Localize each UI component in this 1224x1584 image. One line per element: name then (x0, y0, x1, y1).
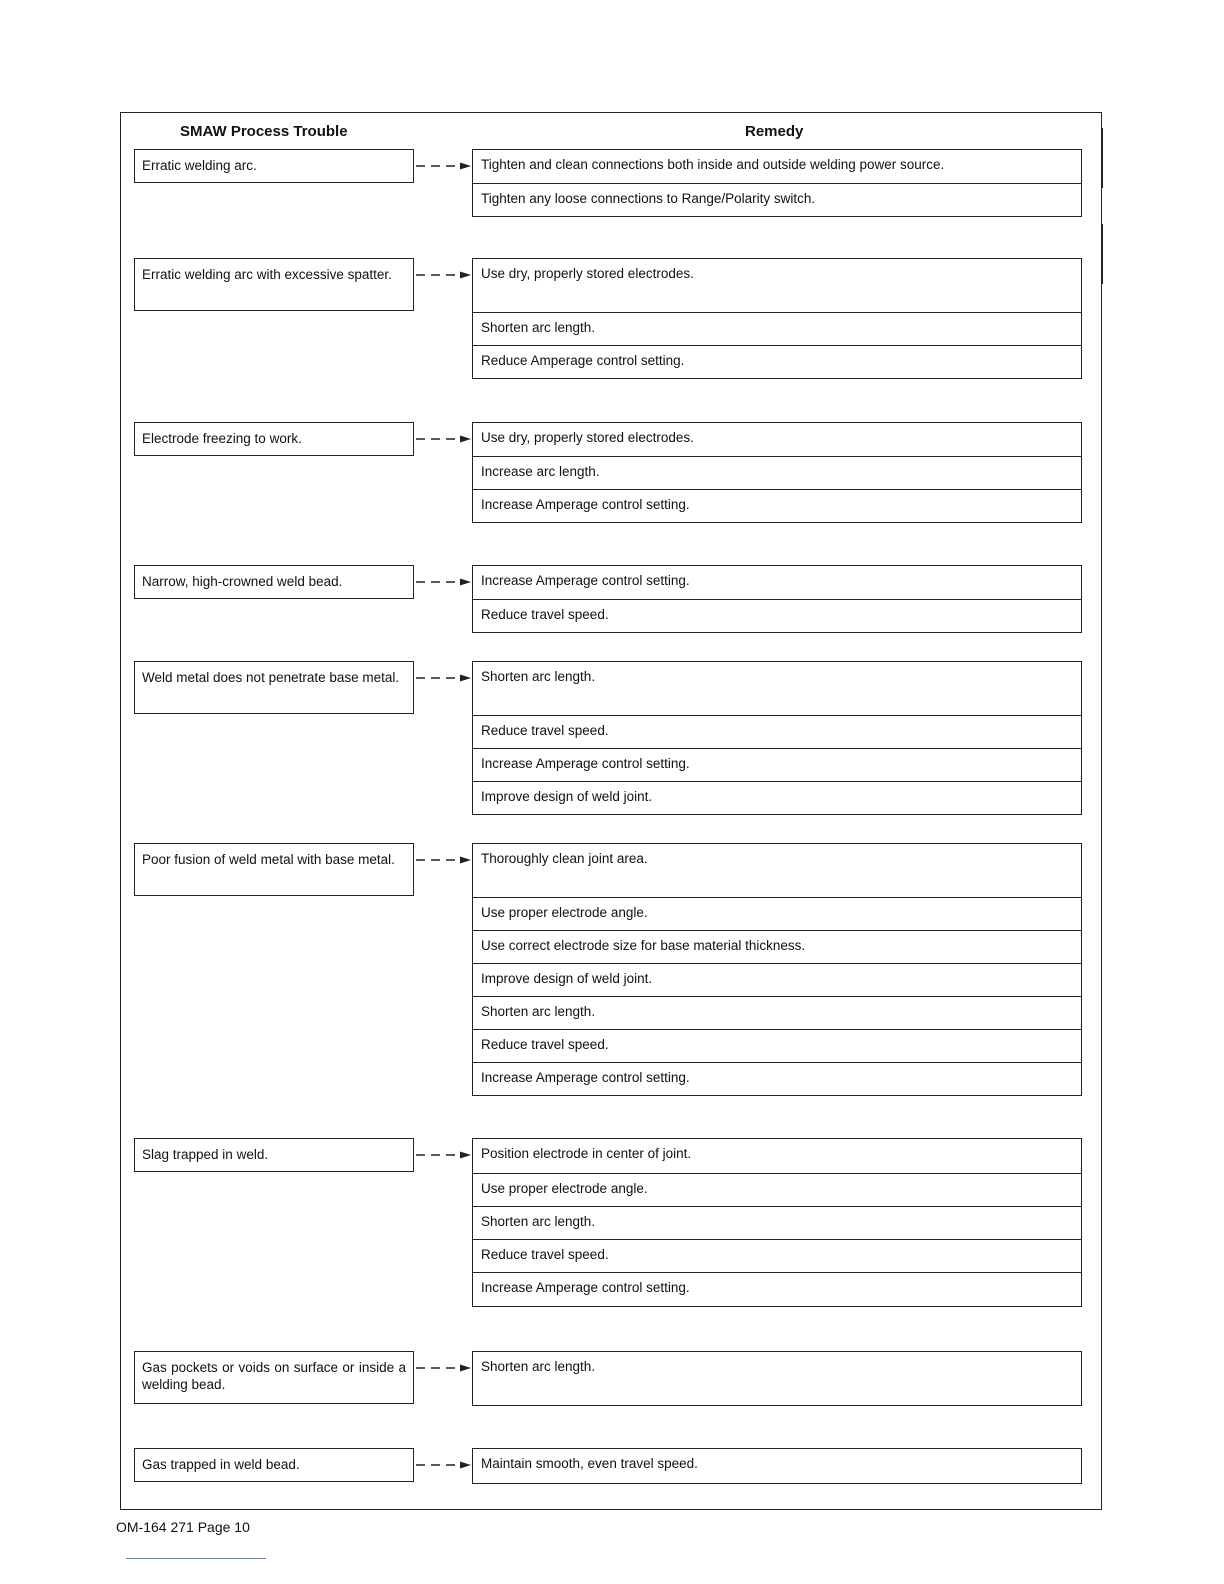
trouble-box: Gas trapped in weld bead. (134, 1448, 414, 1482)
trouble-box: Slag trapped in weld. (134, 1138, 414, 1172)
remedy-item: Shorten arc length. (481, 1359, 596, 1374)
page-footer-label: OM-164 271 Page 10 (116, 1519, 250, 1535)
remedy-item: Shorten arc length. (481, 669, 596, 684)
margin-mark (1102, 224, 1103, 284)
remedy-item: Use dry, properly stored electrodes. (481, 266, 694, 281)
remedy-item: Increase Amperage control setting. (473, 1062, 1081, 1095)
arrow-right-icon (414, 855, 472, 865)
arrow-right-icon (414, 1460, 472, 1470)
arrow-right-icon (414, 434, 472, 444)
trouble-box: Erratic welding arc with excessive spatter. (134, 258, 414, 311)
remedy-item: Increase arc length. (473, 456, 1081, 489)
arrow-right-icon (414, 270, 472, 280)
arrow-right-icon (414, 1150, 472, 1160)
remedy-item: Increase Amperage control setting. (473, 1272, 1081, 1306)
remedy-item: Reduce travel speed. (473, 1239, 1081, 1272)
remedy-list (472, 149, 1082, 217)
trouble-box: Poor fusion of weld metal with base metal. (134, 843, 414, 896)
remedy-item: Reduce travel speed. (473, 1029, 1081, 1062)
remedy-item: Shorten arc length. (473, 312, 1081, 345)
remedy-item: Reduce Amperage control setting. (473, 345, 1081, 378)
remedy-list (472, 843, 1082, 1096)
margin-mark (1102, 128, 1103, 188)
remedy-column-header: Remedy (745, 123, 804, 140)
trouble-box: Weld metal does not penetrate base metal. (134, 661, 414, 714)
remedy-item: Reduce travel speed. (473, 715, 1081, 748)
trouble-column-header: SMAW Process Trouble (180, 123, 348, 140)
remedy-item: Increase Amperage control setting. (473, 489, 1081, 522)
remedy-list (472, 1138, 1082, 1307)
remedy-item: Maintain smooth, even travel speed. (481, 1456, 698, 1471)
remedy-list (472, 1448, 1082, 1484)
arrow-right-icon (414, 161, 472, 171)
remedy-list (472, 258, 1082, 379)
remedy-item: Improve design of weld joint. (473, 781, 1081, 814)
remedy-item: Tighten any loose connections to Range/Polarity switch. (473, 183, 1081, 216)
arrow-right-icon (414, 1363, 472, 1373)
remedy-item: Thoroughly clean joint area. (481, 851, 648, 866)
remedy-item: Position electrode in center of joint. (481, 1146, 692, 1161)
footer-rule (126, 1558, 266, 1559)
remedy-item: Tighten and clean connections both inside and outside welding power source. (481, 157, 945, 172)
trouble-box: Gas pockets or voids on surface or inside a welding bead. (134, 1351, 414, 1404)
remedy-list (472, 1351, 1082, 1406)
remedy-item: Use correct electrode size for base material thickness. (473, 930, 1081, 963)
remedy-item: Use proper electrode angle. (473, 897, 1081, 930)
trouble-box: Electrode freezing to work. (134, 422, 414, 456)
remedy-list (472, 661, 1082, 815)
remedy-list (472, 565, 1082, 633)
arrow-right-icon (414, 577, 472, 587)
remedy-item: Increase Amperage control setting. (473, 748, 1081, 781)
remedy-item: Shorten arc length. (473, 1206, 1081, 1239)
remedy-item: Reduce travel speed. (473, 599, 1081, 632)
remedy-list (472, 422, 1082, 523)
remedy-item: Improve design of weld joint. (473, 963, 1081, 996)
trouble-box: Erratic welding arc. (134, 149, 414, 183)
trouble-box: Narrow, high-crowned weld bead. (134, 565, 414, 599)
remedy-item: Increase Amperage control setting. (481, 573, 690, 588)
remedy-item: Shorten arc length. (473, 996, 1081, 1029)
remedy-item: Use proper electrode angle. (473, 1173, 1081, 1206)
arrow-right-icon (414, 673, 472, 683)
remedy-item: Use dry, properly stored electrodes. (481, 430, 694, 445)
